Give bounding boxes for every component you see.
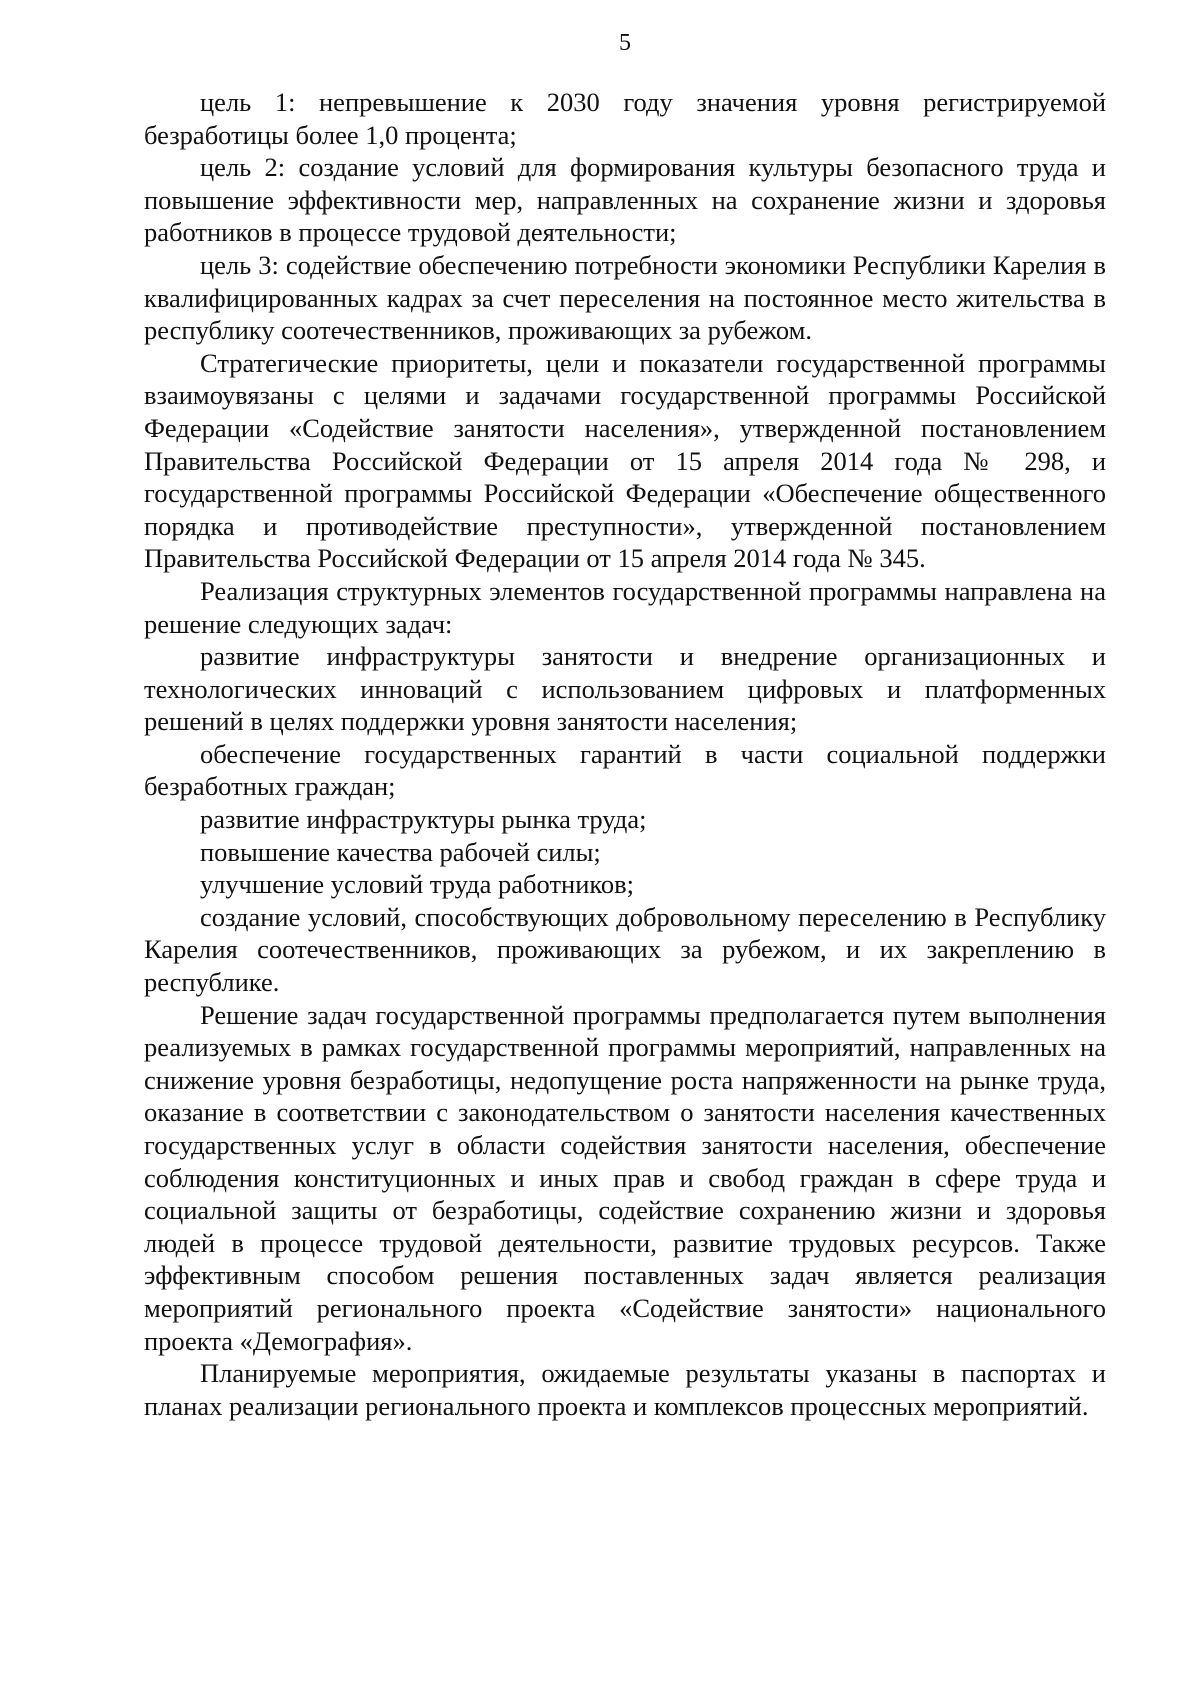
- paragraph-planned-measures: Планируемые мероприятия, ожидаемые результаты указаны в паспортах и планах реализации регионального проекта и комплексов процессных мероприятий.: [144, 1358, 1106, 1421]
- paragraph-goal-2: цель 2: создание условий для формирования культуры безопасного труда и повышение эффективности мер, направленных на сохранение жизни и здоровья работников в процессе трудовой деятельности;: [144, 152, 1106, 248]
- paragraph-task-workforce-quality: повышение качества рабочей силы;: [200, 836, 601, 867]
- document-body: [144, 86, 1106, 1422]
- paragraph-solution: Решение задач государственной программы предполагается путем выполнения реализуемых в рамках государственной программы мероприятий, направленных на снижение уровня безработицы, недопущение роста напряженности на рынке труда, оказание в соответствии с законодательством о занятости населения качественных государственных услуг в области содействия занятости населения, обеспечение соблюдения конституционных и иных прав и свобод граждан в сфере труда и социальной защиты от безработицы, содействие сохранению жизни и здоровья людей в процессе трудовой деятельности, развитие трудовых ресурсов. Также эффективным способом решения поставленных задач является реализация мероприятий регионального проекта «Содействие занятости» национального проекта «Демография».: [144, 999, 1106, 1356]
- paragraph-task-state-guarantees: обеспечение государственных гарантий в части социальной поддержки безработных граждан;: [144, 738, 1106, 802]
- paragraph-task-working-conditions: улучшение условий труда работников;: [200, 869, 635, 900]
- paragraph-task-resettlement: создание условий, способствующих добровольному переселению в Республику Карелия соотечественников, проживающих за рубежом, и их закреплению в республике.: [144, 901, 1106, 998]
- paragraph-goal-3: цель 3: содействие обеспечению потребности экономики Республики Карелия в квалифицированных кадрах за счет переселения на постоянное место жительства в республику соотечественников, проживающих за рубежом.: [144, 249, 1106, 346]
- paragraph-task-labor-market: развитие инфраструктуры рынка труда;: [200, 804, 647, 835]
- paragraph-tasks-intro: Реализация структурных элементов государственной программы направлена на решение следующих задач:: [144, 575, 1106, 639]
- paragraph-goal-1: цель 1: непревышение к 2030 году значения уровня регистрируемой безработицы более 1,0 процента;: [144, 87, 1106, 150]
- page-number: 5: [619, 30, 631, 56]
- paragraph-task-employment-infrastructure: развитие инфраструктуры занятости и внедрение организационных и технологических инноваций с использованием цифровых и платформенных решений в целях поддержки уровня занятости населения;: [144, 641, 1106, 737]
- paragraph-strategic-priorities: Стратегические приоритеты, цели и показатели государственной программы взаимоувязаны с целями и задачами государственной программы Российской Федерации «Содействие занятости населения», утвержденной постановлением Правительства Российской Федерации от 15 апреля 2014 года № 298, и государственной программы Российской Федерации «Обеспечение общественного порядка и противодействие преступности», утвержденной постановлением Правительства Российской Федерации от 15 апреля 2014 года № 345.: [144, 347, 1106, 574]
